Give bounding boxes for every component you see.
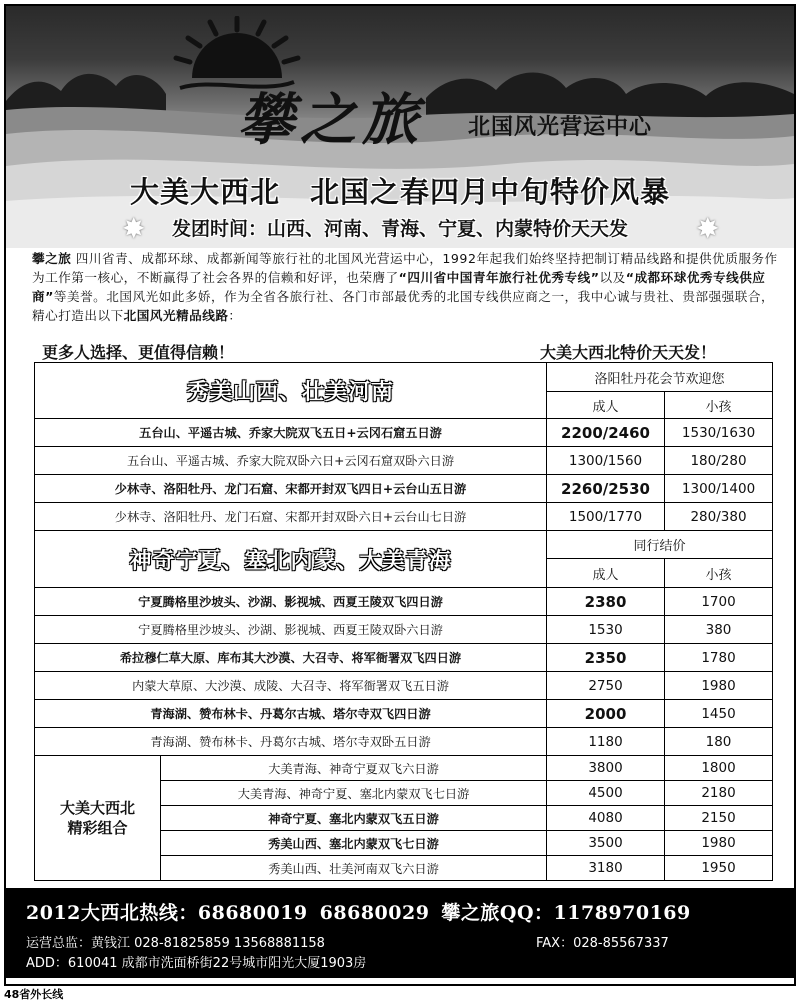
table-row [35,756,773,781]
price-adult: 4500 [547,781,665,806]
hotline-label: 2012大西北热线： [26,902,198,924]
route-name: 秀美山西、塞北内蒙双飞七日游 [161,831,547,856]
section-note: 同行结价 [547,531,773,559]
price-child: 180 [665,728,773,756]
price-child: 1980 [665,831,773,856]
page-label: 48省外长线 [4,988,64,1001]
intro-text: 等美誉。北国风光如此多娇，作为全省各旅行社、各门市部最优秀的北国专线供应商之一，我中心诚与贵社、贵部强强联合，精心打造出以下 [32,289,775,323]
price-child: 1800 [665,756,773,781]
price-child: 2180 [665,781,773,806]
award-2: “成都环球优秀专线供应商” [32,270,766,304]
price-adult: 3800 [547,756,665,781]
section-note: 洛阳牡丹花会节欢迎您 [547,363,773,392]
price-adult: 2350 [547,644,665,672]
price-child: 1780 [665,644,773,672]
price-child: 1530/1630 [665,419,773,447]
table-row [35,644,773,672]
price-adult: 2260/2530 [547,475,665,503]
table-row [35,419,773,447]
contact-person: 运营总监：黄钱江 028-81825859 13568881158 [26,936,325,951]
route-name: 大美青海、神奇宁夏、塞北内蒙双飞七日游 [161,781,547,806]
sparkle-icon: ✸ [122,212,146,245]
table-row [35,672,773,700]
route-name: 大美青海、神奇宁夏双飞六日游 [161,756,547,781]
slogan-right: 大美大西北特价天天发！ [540,343,717,362]
hotline [26,898,703,925]
intro-lines: 北国风光精品线路 [123,308,229,323]
price-adult: 1500/1770 [547,503,665,531]
header-banner [6,6,794,248]
intro-brand: 攀之旅 [32,251,72,266]
route-name: 宁夏腾格里沙坡头、沙湖、影视城、西夏王陵双卧六日游 [35,616,547,644]
departure-info: 发团时间：山西、河南、青海、宁夏、内蒙特价天天发 [171,218,628,240]
col-adult: 成人 [547,392,665,419]
col-child: 小孩 [665,392,773,419]
intro-text: ： [228,308,242,323]
col-child: 小孩 [665,559,773,588]
table-row [35,728,773,756]
route-name: 秀美山西、壮美河南双飞六日游 [161,856,547,881]
headline: 大美大西北 北国之春四月中旬特价风暴 [129,175,670,209]
route-name: 神奇宁夏、塞北内蒙双飞五日游 [161,806,547,831]
price-child: 1950 [665,856,773,881]
price-child: 1450 [665,700,773,728]
price-adult: 2380 [547,588,665,616]
intro-paragraph [32,249,782,325]
route-name: 青海湖、赞布林卡、丹葛尔古城、塔尔寺双飞四日游 [35,700,547,728]
price-adult: 1180 [547,728,665,756]
combo-label [35,756,161,881]
price-adult: 4080 [547,806,665,831]
route-name: 宁夏腾格里沙坡头、沙湖、影视城、西夏王陵双飞四日游 [35,588,547,616]
intro-text: 以及 [599,270,626,285]
price-child: 380 [665,616,773,644]
price-adult: 1300/1560 [547,447,665,475]
price-child: 180/280 [665,447,773,475]
price-adult: 2200/2460 [547,419,665,447]
hotline-number: 68680029 [319,902,430,924]
route-name: 少林寺、洛阳牡丹、龙门石窟、宋都开封双卧六日+云台山七日游 [35,503,547,531]
table-row [35,447,773,475]
price-table [34,362,773,881]
sparkle-icon: ✸ [696,212,720,245]
table-row [35,700,773,728]
address: ADD：610041 成都市洗面桥街22号城市阳光大厦1903房 [26,956,367,971]
table-row [35,503,773,531]
table-row [35,475,773,503]
price-child: 1700 [665,588,773,616]
price-adult: 3500 [547,831,665,856]
section-title-ningxia-neimeng-qinghai: 神奇宁夏、塞北内蒙、大美青海 [35,531,547,588]
hotline-number: 68680019 [197,902,308,924]
price-adult: 3180 [547,856,665,881]
combo-label-line: 精彩组合 [67,819,128,837]
table-row [35,588,773,616]
route-name: 内蒙大草原、大沙漠、成陵、大召寺、将军衙署双飞五日游 [35,672,547,700]
price-child: 2150 [665,806,773,831]
price-child: 1980 [665,672,773,700]
intro-text: 四川省青、成都环球、成都新闻等旅行社的北国风光营运中心，1992年起我们始终坚持把制订精品线路和提供优质服务作为工作第一核心，不断赢得了社会各界的信赖和好评，也荣膺了 [32,251,778,285]
combo-label-line: 大美大西北 [59,799,135,817]
price-adult: 1530 [547,616,665,644]
route-name: 希拉穆仁草大原、库布其大沙漠、大召寺、将军衙署双飞四日游 [35,644,547,672]
price-child: 1300/1400 [665,475,773,503]
route-name: 五台山、平遥古城、乔家大院双飞五日+云冈石窟五日游 [35,419,547,447]
brand-logo: 攀之旅 [238,87,424,153]
price-child: 280/380 [665,503,773,531]
table-row [35,616,773,644]
fax-number: FAX：028-85567337 [536,936,669,951]
section-title-shanxi-henan: 秀美山西、壮美河南 [35,363,547,419]
route-name: 少林寺、洛阳牡丹、龙门石窟、宋都开封双飞四日+云台山五日游 [35,475,547,503]
footer-contact [6,888,794,978]
qq-number: 1178970169 [553,902,691,924]
price-adult: 2750 [547,672,665,700]
route-name: 青海湖、赞布林卡、丹葛尔古城、塔尔寺双卧五日游 [35,728,547,756]
slogan-left: 更多人选择、更值得信赖！ [42,343,235,362]
price-adult: 2000 [547,700,665,728]
col-adult: 成人 [547,559,665,588]
center-name: 北国风光营运中心 [468,115,653,140]
qq-label: 攀之旅QQ： [441,902,554,924]
route-name: 五台山、平遥古城、乔家大院双卧六日+云冈石窟双卧六日游 [35,447,547,475]
award-1: “四川省中国青年旅行社优秀专线” [398,270,600,285]
